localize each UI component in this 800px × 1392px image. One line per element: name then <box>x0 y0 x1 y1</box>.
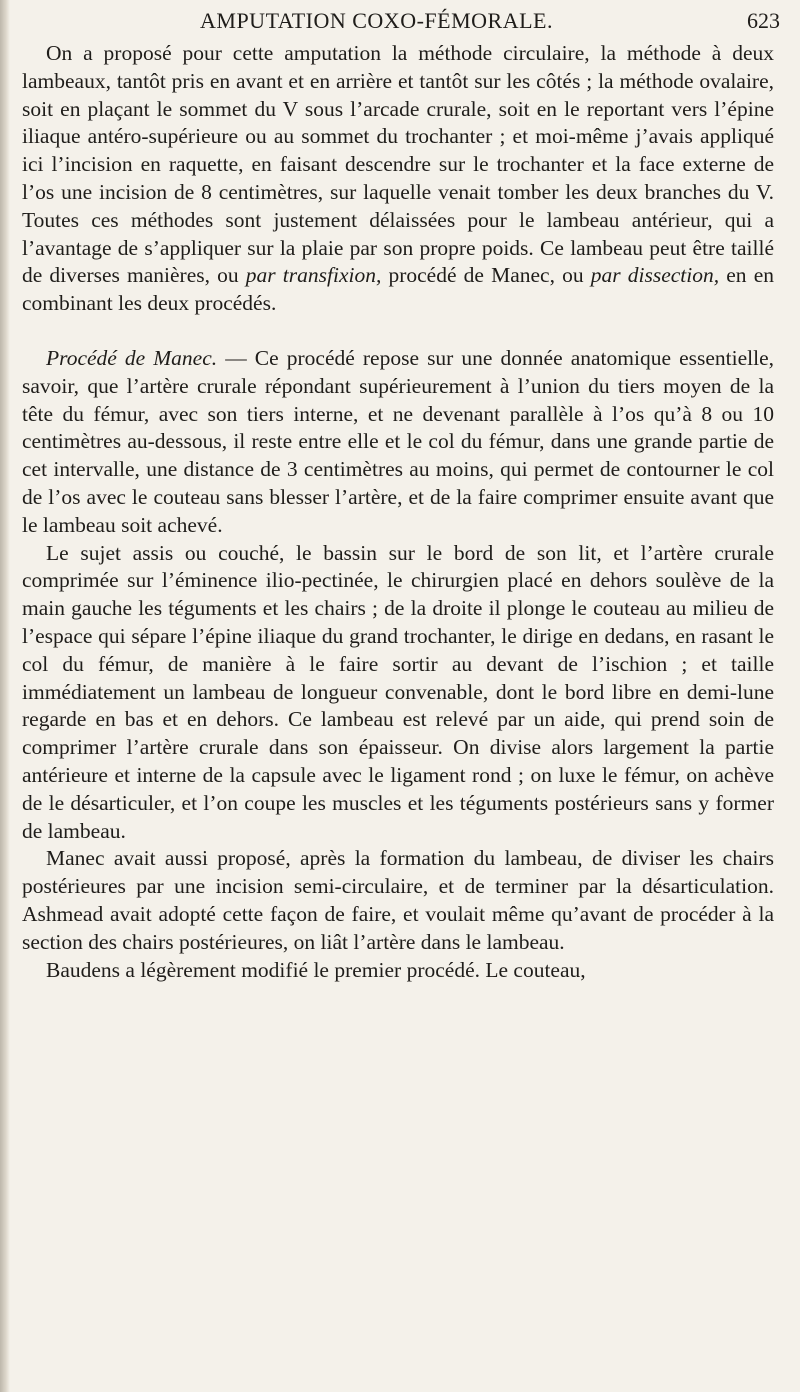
paragraph-text: procédé de Manec, ou <box>381 263 591 288</box>
body-text <box>22 40 774 984</box>
paragraph-ashmead <box>22 845 774 956</box>
paragraph-text: Baudens a légèrement modifié le premier procédé. Le couteau, <box>46 957 586 982</box>
page-header <box>22 8 790 44</box>
page-binding-edge <box>0 0 10 1392</box>
book-page <box>22 0 790 1392</box>
page-number: 623 <box>747 8 780 33</box>
running-title: AMPUTATION COXO-FÉMORALE. <box>200 8 553 33</box>
paragraph-baudens <box>22 957 774 985</box>
paragraph-manec <box>22 345 774 540</box>
paragraph-text: en en combinant les deux procédés. <box>22 263 774 316</box>
section-heading: Procédé de Manec. <box>46 345 218 370</box>
italic-term: par dissection, <box>590 263 720 288</box>
paragraph-intro <box>22 40 774 318</box>
paragraph-procedure <box>22 540 774 846</box>
paragraph-text: Le sujet assis ou couché, le bassin sur le bord de son lit, et l’artère crurale comprimée sur l’éminence ilio-pectinée, le chirurgien placé en dehors soulève de la main gauche les téguments et les chairs ; de la droite il plonge le couteau au milieu de l’espace qui sépare l’épine iliaque du grand trochanter, le dirige en dedans, en rasant le col du fémur, de manière à le faire sortir au devant de l’ischion ; et taille immédiatement un lambeau de longueur convenable, dont le bord libre en demi-lune regarde en bas et en dehors. Ce lambeau est relevé par un aide, qui prend soin de comprimer l’artère crurale dans son épaisseur. On divise alors largement la partie antérieure et interne de la capsule avec le ligament rond ; on luxe le fémur, on achève de le désarticuler, et l’on coupe les muscles et les téguments postérieurs sans y former de lambeau. <box>22 540 774 843</box>
paragraph-text: — Ce procédé repose sur une donnée anatomique essentielle, savoir, que l’artère crurale répondant supérieurement à l’union du tiers moyen de la tête du fémur, avec son tiers interne, et ne devenant parallèle à l’os qu’à 8 ou 10 centimètres au-dessous, il reste entre elle et le col du fémur, dans une grande partie de cet intervalle, une distance de 3 centimètres au moins, qui permet de contourner le col de l’os avec le couteau sans blesser l’artère, et de la faire comprimer ensuite avant que le lambeau soit achevé. <box>22 345 774 537</box>
paragraph-text: Manec avait aussi proposé, après la formation du lambeau, de diviser les chairs postérieures par une incision semi-circulaire, et de terminer par la désarticulation. Ashmead avait adopté cette façon de faire, et voulait même qu’avant de procéder à la section des chairs postérieures, on liât l’artère dans le lambeau. <box>22 846 774 954</box>
paragraph-text: On a proposé pour cette amputation la méthode circulaire, la méthode à deux lambeaux, tantôt pris en avant et en arrière et tantôt sur les côtés ; la méthode ovalaire, soit en plaçant le sommet du V sous l’arcade crurale, soit en le reportant vers l’épine iliaque antéro-supérieure ou au sommet du trochanter ; et moi-même j’avais appliqué ici l’incision en raquette, en faisant descendre sur le trochanter et la face externe de l’os une incision de 8 centimètres, sur laquelle venait tomber les deux branches du V. Toutes ces méthodes sont justement délaissées pour le lambeau antérieur, qui a l’avantage de s’appliquer sur la plaie par son propre poids. Ce lambeau peut être taillé de diverses manières, ou <box>22 41 774 288</box>
italic-term: par transfixion, <box>245 263 382 288</box>
